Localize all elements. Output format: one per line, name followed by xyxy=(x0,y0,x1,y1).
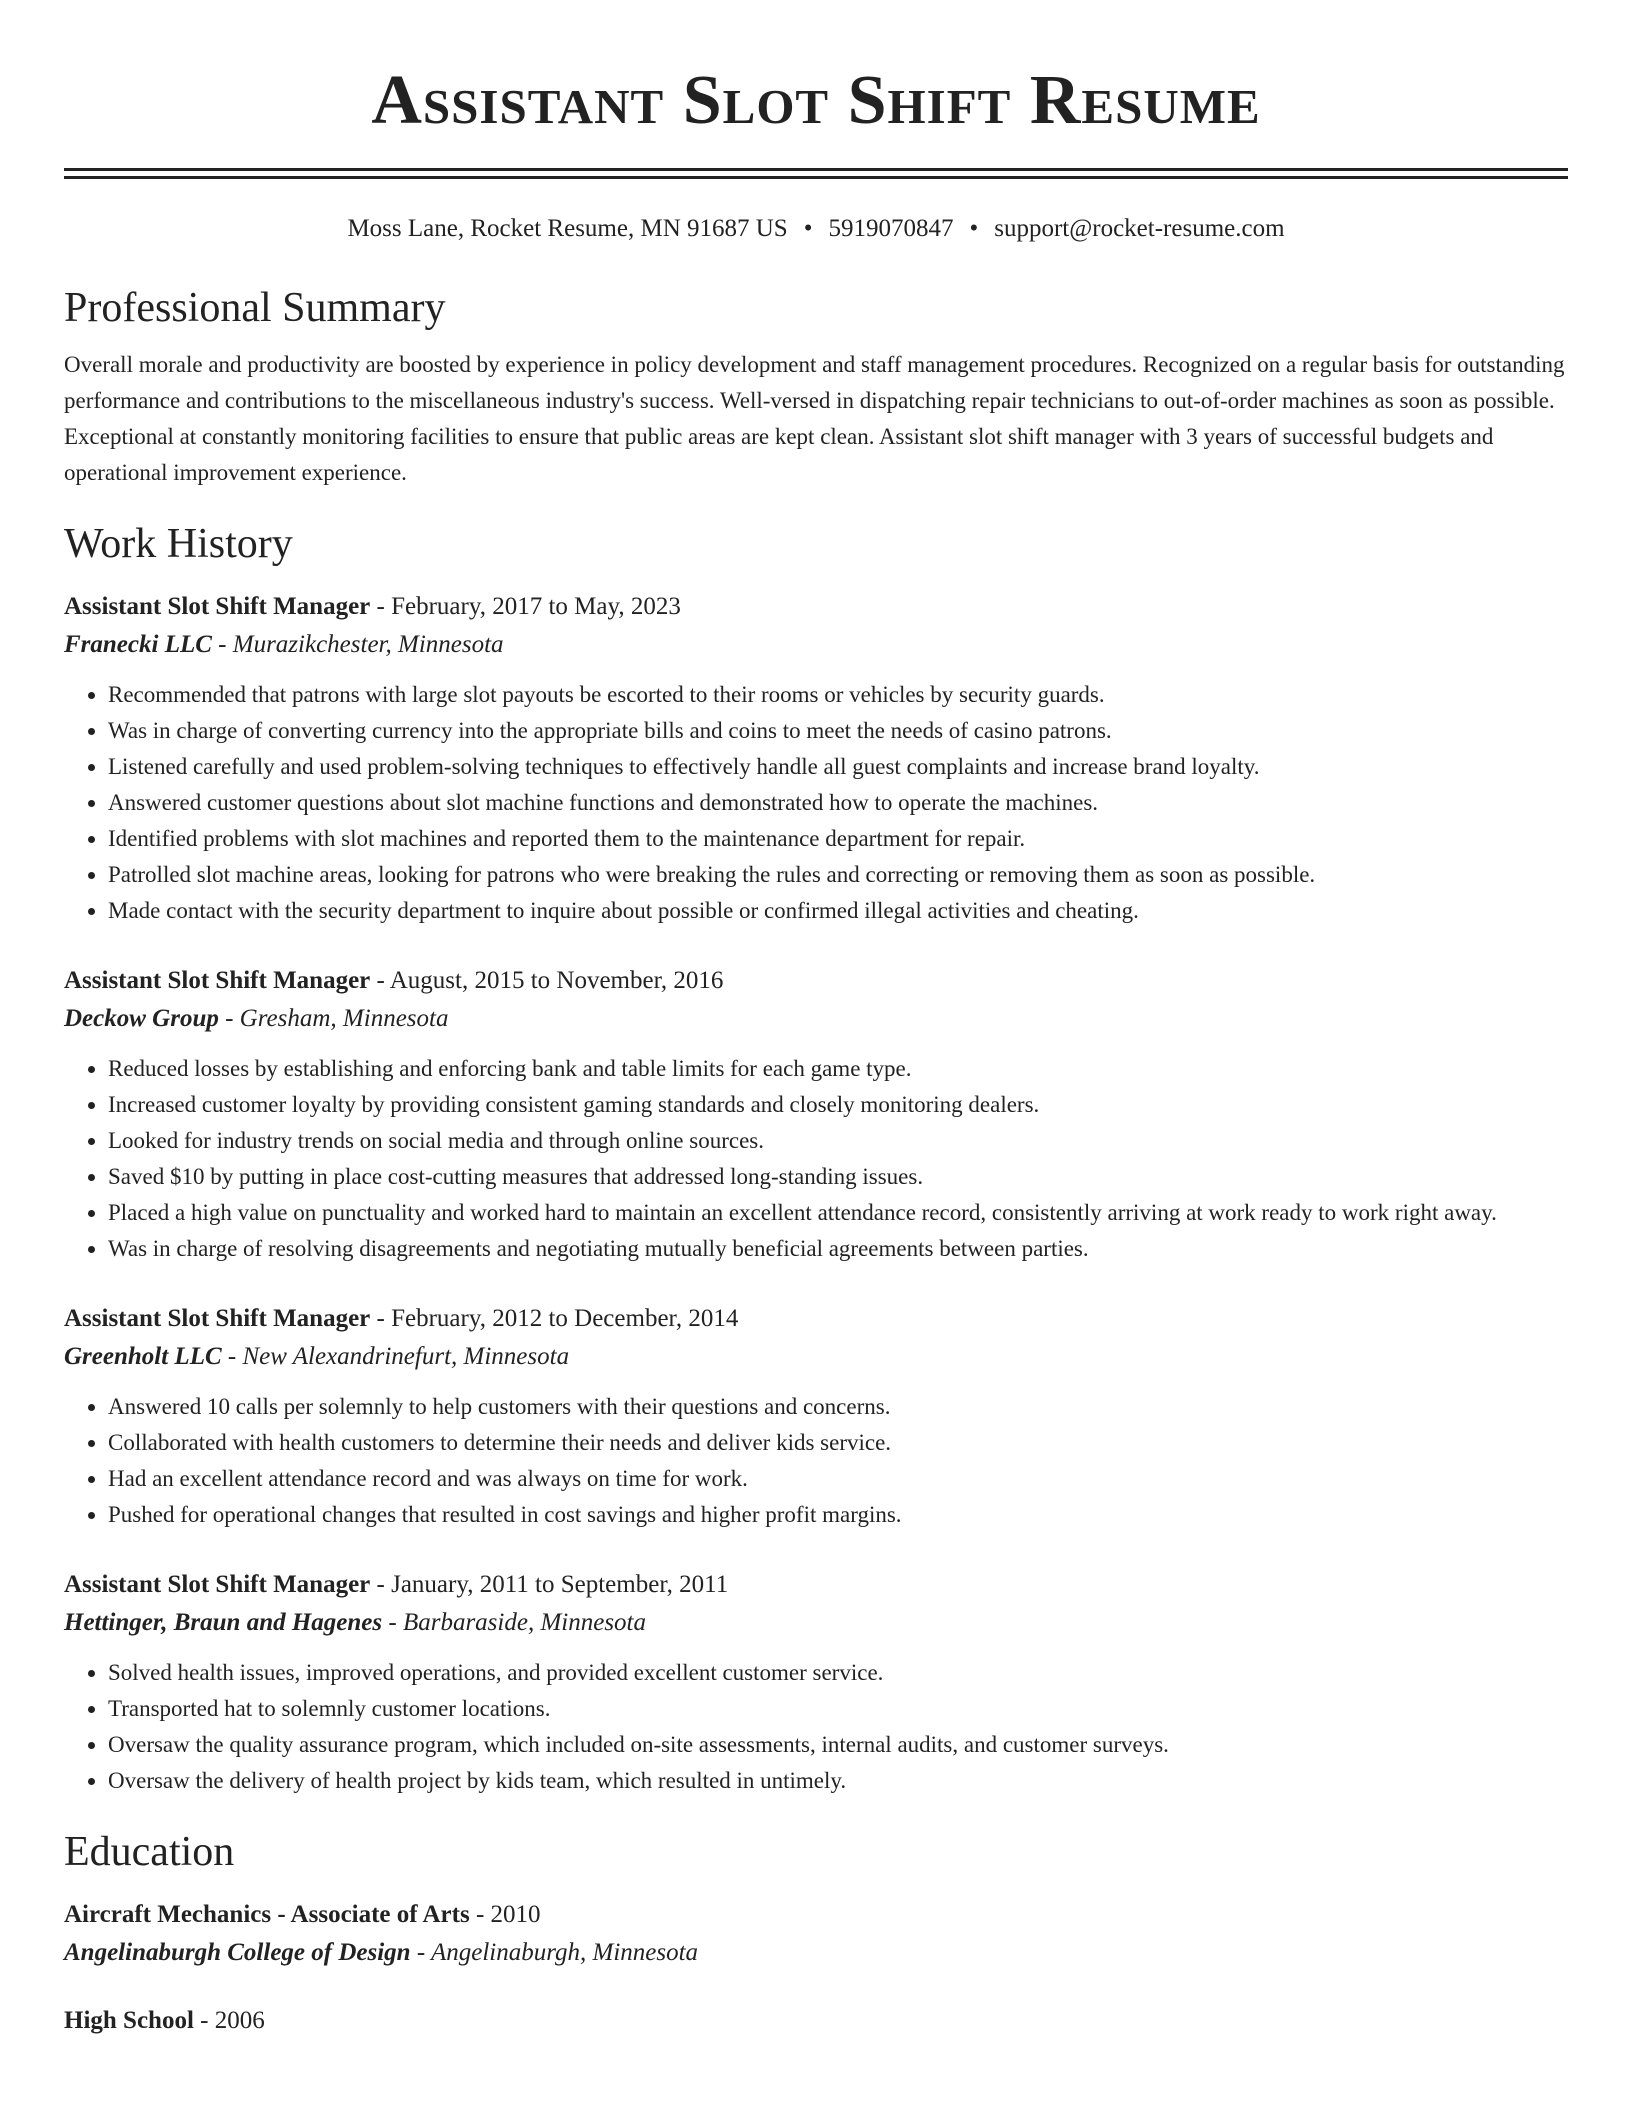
job-duty-item: • Oversaw the delivery of health project by kids team, which resulted in untimely. xyxy=(108,1763,1568,1799)
job-duty-item: • Was in charge of resolving disagreements and negotiating mutually beneficial agreements between parties. xyxy=(108,1231,1568,1267)
work-history-heading: Work History xyxy=(64,521,293,567)
job-duty-item: • Collaborated with health customers to determine their needs and deliver kids service. xyxy=(108,1425,1568,1461)
education-degree: Aircraft Mechanics - Associate of Arts xyxy=(64,1901,470,1928)
job-duty-item: • Made contact with the security department to inquire about possible or confirmed illegal activities and cheating. xyxy=(108,893,1568,929)
contact-email: support@rocket-resume.com xyxy=(994,215,1285,242)
education-degree-line xyxy=(64,2003,1568,2039)
job-title-line xyxy=(64,1567,1568,1603)
job-title: Assistant Slot Shift Manager xyxy=(64,1571,371,1598)
job-entry xyxy=(64,1567,1568,1799)
job-company-line xyxy=(64,1603,1568,1643)
job-duty-item: • Listened carefully and used problem-solving techniques to effectively handle all guest complaints and increase brand loyalty. xyxy=(108,749,1568,785)
resume-title: Assistant Slot Shift Resume xyxy=(371,62,1261,139)
job-title: Assistant Slot Shift Manager xyxy=(64,967,371,994)
job-title-line xyxy=(64,1301,1568,1337)
job-duty-item: • Identified problems with slot machines and reported them to the maintenance department for repair. xyxy=(108,821,1568,857)
job-company-line xyxy=(64,1337,1568,1377)
job-location: - Barbaraside, Minnesota xyxy=(382,1609,646,1636)
job-location: - Murazikchester, Minnesota xyxy=(211,631,504,658)
education-degree: High School xyxy=(64,2007,194,2034)
job-duty-item: • Transported hat to solemnly customer locations. xyxy=(108,1691,1568,1727)
work-history-list xyxy=(64,589,1568,1799)
job-duty-item: • Solved health issues, improved operations, and provided excellent customer service. xyxy=(108,1655,1568,1691)
summary-heading: Professional Summary xyxy=(64,285,446,331)
education-entry xyxy=(64,2003,1568,2039)
job-location: - New Alexandrinefurt, Minnesota xyxy=(221,1343,570,1370)
contact-line xyxy=(64,213,1568,245)
job-duty-item: • Answered customer questions about slot machine functions and demonstrated how to operate the machines. xyxy=(108,785,1568,821)
job-title-line xyxy=(64,589,1568,625)
job-entry xyxy=(64,589,1568,929)
job-duty-item: • Had an excellent attendance record and was always on time for work. xyxy=(108,1461,1568,1497)
job-duty-item: • Pushed for operational changes that resulted in cost savings and higher profit margins. xyxy=(108,1497,1568,1533)
job-duties xyxy=(64,1389,1568,1533)
education-entry xyxy=(64,1897,1568,1973)
job-duties xyxy=(64,677,1568,929)
title-divider xyxy=(64,168,1568,179)
job-title: Assistant Slot Shift Manager xyxy=(64,593,371,620)
education-location: - Angelinaburgh, Minnesota xyxy=(410,1939,699,1966)
job-company-line xyxy=(64,999,1568,1039)
job-dates: - February, 2017 to May, 2023 xyxy=(370,593,681,620)
job-duty-item: • Answered 10 calls per solemnly to help customers with their questions and concerns. xyxy=(108,1389,1568,1425)
job-duty-item: • Oversaw the quality assurance program, which included on-site assessments, internal audits, and customer surveys. xyxy=(108,1727,1568,1763)
job-duty-item: • Increased customer loyalty by providing consistent gaming standards and closely monitoring dealers. xyxy=(108,1087,1568,1123)
job-duty-item: • Reduced losses by establishing and enforcing bank and table limits for each game type. xyxy=(108,1051,1568,1087)
job-company: Greenholt LLC xyxy=(64,1343,222,1370)
summary-text: Overall morale and productivity are boosted by experience in policy development and staff management procedures. Recognized on a regular basis for outstanding performance and contributions to the miscellaneous industry's success. Well-versed in dispatching repair technicians to out-of-order machines as soon as possible. Exceptional at constantly monitoring facilities to ensure that public areas are kept clean. Assistant slot shift manager with 3 years of successful budgets and operational improvement experience. xyxy=(64,352,1565,485)
job-dates: - January, 2011 to September, 2011 xyxy=(370,1571,729,1598)
contact-separator: • xyxy=(969,215,979,242)
education-degree-line xyxy=(64,1897,1568,1933)
job-duty-item: • Patrolled slot machine areas, looking for patrons who were breaking the rules and correcting or removing them as soon as possible. xyxy=(108,857,1568,893)
job-duties xyxy=(64,1655,1568,1799)
job-duty-item: • Saved $10 by putting in place cost-cutting measures that addressed long-standing issues. xyxy=(108,1159,1568,1195)
education-school-line xyxy=(64,1933,1568,1973)
job-company-line xyxy=(64,625,1568,665)
education-school: Angelinaburgh College of Design xyxy=(64,1939,411,1966)
job-title: Assistant Slot Shift Manager xyxy=(64,1305,371,1332)
education-year: - 2010 xyxy=(469,1901,541,1928)
contact-phone: 5919070847 xyxy=(828,215,954,242)
job-company: Franecki LLC xyxy=(64,631,212,658)
job-duty-item: • Placed a high value on punctuality and worked hard to maintain an excellent attendance record, consistently arriving at work ready to work right away. xyxy=(108,1195,1568,1231)
job-dates: - August, 2015 to November, 2016 xyxy=(370,967,724,994)
job-company: Hettinger, Braun and Hagenes xyxy=(64,1609,383,1636)
contact-address: Moss Lane, Rocket Resume, MN 91687 US xyxy=(347,215,788,242)
job-duties xyxy=(64,1051,1568,1267)
job-location: - Gresham, Minnesota xyxy=(218,1005,449,1032)
job-duty-item: • Recommended that patrons with large slot payouts be escorted to their rooms or vehicles by security guards. xyxy=(108,677,1568,713)
job-company: Deckow Group xyxy=(64,1005,219,1032)
job-entry xyxy=(64,1301,1568,1533)
education-list xyxy=(64,1897,1568,2039)
job-duty-item: • Was in charge of converting currency into the appropriate bills and coins to meet the needs of casino patrons. xyxy=(108,713,1568,749)
job-duty-item: • Looked for industry trends on social media and through online sources. xyxy=(108,1123,1568,1159)
education-heading: Education xyxy=(64,1829,235,1875)
education-year: - 2006 xyxy=(193,2007,265,2034)
job-entry xyxy=(64,963,1568,1267)
contact-separator: • xyxy=(803,215,813,242)
job-dates: - February, 2012 to December, 2014 xyxy=(370,1305,739,1332)
job-title-line xyxy=(64,963,1568,999)
